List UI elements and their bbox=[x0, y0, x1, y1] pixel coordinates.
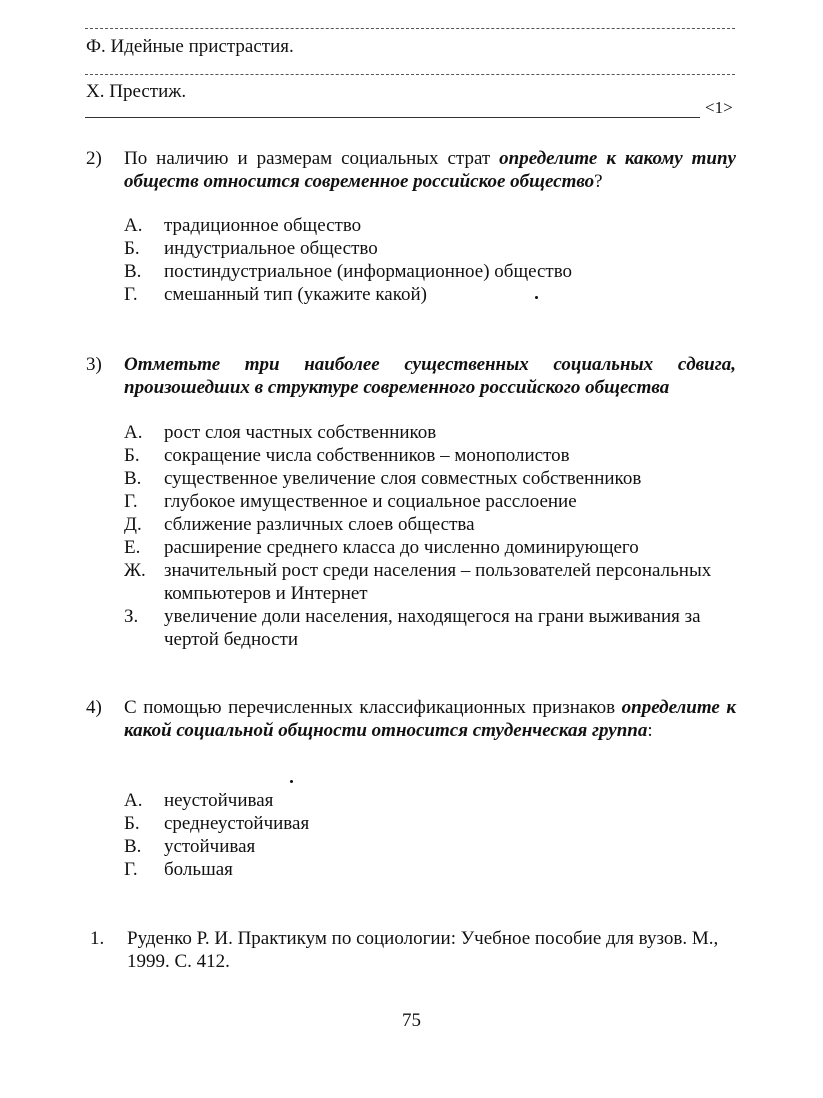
blank-line bbox=[85, 28, 735, 29]
option-letter: Б. bbox=[124, 813, 140, 834]
option bbox=[124, 536, 739, 559]
option bbox=[124, 260, 739, 283]
option-letter: А. bbox=[124, 215, 143, 236]
option-letter: Г. bbox=[124, 859, 138, 880]
stray-dot bbox=[535, 296, 538, 299]
option-letter: Д. bbox=[124, 514, 142, 535]
option bbox=[124, 605, 739, 651]
question-text bbox=[124, 147, 736, 193]
option-letter: А. bbox=[124, 790, 143, 811]
question-number: 3) bbox=[86, 354, 102, 375]
option-letter: Б. bbox=[124, 238, 140, 259]
question-text bbox=[124, 353, 736, 399]
option bbox=[124, 858, 739, 881]
option bbox=[124, 214, 739, 237]
option-letter: В. bbox=[124, 836, 142, 857]
option-text: рост слоя частных собственников bbox=[164, 422, 437, 443]
header-line-kh: Х. Престиж. bbox=[86, 81, 187, 102]
option-text: индустриальное общество bbox=[164, 238, 378, 259]
option bbox=[124, 421, 739, 444]
option-letter: Б. bbox=[124, 445, 140, 466]
option-letter: А. bbox=[124, 422, 143, 443]
question-emphasis: определите к какой социальной общности относится студенческая группа bbox=[124, 697, 736, 741]
footnote-number: 1. bbox=[90, 928, 105, 949]
option-text: увеличение доли населения, находящегося на грани выживания за чертой бедности bbox=[164, 606, 701, 650]
option bbox=[124, 513, 739, 536]
option-text: постиндустриальное (информационное) общество bbox=[164, 261, 573, 282]
header-line-f: Ф. Идейные пристрастия. bbox=[86, 36, 294, 57]
option-letter: З. bbox=[124, 606, 139, 627]
option-text: сокращение числа собственников – монополистов bbox=[164, 445, 570, 466]
option bbox=[124, 559, 739, 605]
option-text: глубокое имущественное и социальное расслоение bbox=[164, 491, 577, 512]
option-letter: Г. bbox=[124, 491, 138, 512]
option-text: традиционное общество bbox=[164, 215, 362, 236]
option-letter: Е. bbox=[124, 537, 141, 558]
option-text: расширение среднего класса до численно доминирующего bbox=[164, 537, 639, 558]
option bbox=[124, 467, 739, 490]
option bbox=[124, 283, 739, 306]
option bbox=[124, 812, 739, 835]
option-text: существенное увеличение слоя совместных собственников bbox=[164, 468, 642, 489]
option bbox=[124, 789, 739, 812]
option-text: большая bbox=[164, 859, 233, 880]
question-plain: По наличию и размерам социальных страт bbox=[124, 148, 500, 169]
option-text: среднеустойчивая bbox=[164, 813, 310, 834]
blank-line bbox=[85, 74, 735, 75]
option-letter: В. bbox=[124, 261, 142, 282]
option bbox=[124, 237, 739, 260]
question-text bbox=[124, 696, 736, 742]
footnote-text: Руденко Р. И. Практикум по социологии: Учебное пособие для вузов. М., 1999. С. 412. bbox=[127, 928, 719, 972]
page-number: 75 bbox=[402, 1010, 421, 1031]
option-letter: В. bbox=[124, 468, 142, 489]
option-letter: Ж. bbox=[124, 560, 146, 581]
question-number: 2) bbox=[86, 148, 102, 169]
option-text: значительный рост среди населения – пользователей персональных компьютеров и Интернет bbox=[164, 560, 712, 604]
option-text: устойчивая bbox=[164, 836, 256, 857]
question-marker: <1> bbox=[705, 98, 733, 117]
option-letter: Г. bbox=[124, 284, 138, 305]
option bbox=[124, 835, 739, 858]
option bbox=[124, 490, 739, 513]
option-text: смешанный тип (укажите какой) bbox=[164, 284, 427, 305]
question-emphasis: определите к какому типу обществ относится современное российское общество bbox=[124, 148, 736, 192]
question-tail: ? bbox=[594, 171, 603, 192]
question-emphasis: Отметьте три наиболее существенных социальных сдвига, произошедших в структуре современного российского общества bbox=[124, 354, 736, 398]
question-plain: С помощью перечисленных классификационных признаков bbox=[124, 697, 622, 718]
question-number: 4) bbox=[86, 697, 102, 718]
answer-line bbox=[85, 117, 700, 118]
option-text: сближение различных слоев общества bbox=[164, 514, 475, 535]
option bbox=[124, 444, 739, 467]
option-text: неустойчивая bbox=[164, 790, 274, 811]
question-tail: : bbox=[647, 720, 653, 741]
stray-dot bbox=[290, 780, 293, 783]
